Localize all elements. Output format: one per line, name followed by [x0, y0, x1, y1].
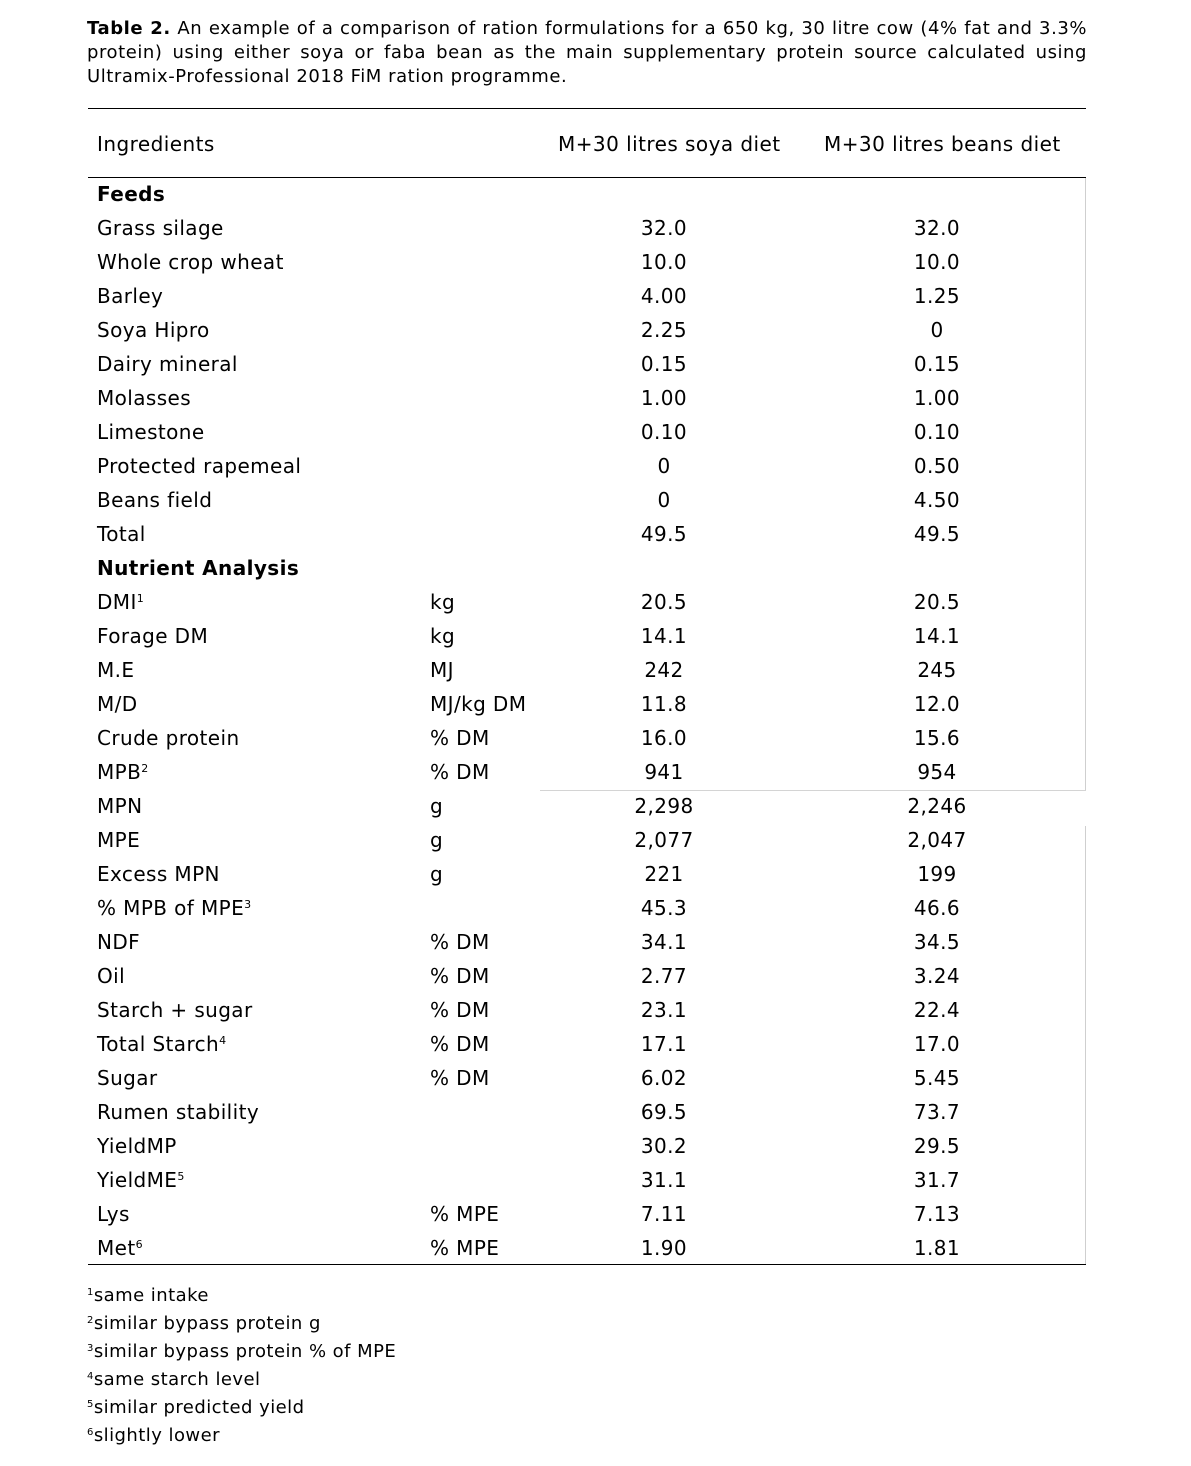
row-label	[97, 794, 142, 818]
table-row	[88, 449, 1086, 483]
beans-value: 14.1	[913, 624, 961, 648]
row-name: Forage DM	[97, 624, 209, 648]
row-name: Sugar	[97, 1066, 158, 1090]
feeds-rows	[88, 211, 1086, 551]
soya-value: 0	[657, 488, 671, 512]
row-name: Soya Hipro	[97, 318, 210, 342]
row-label	[97, 726, 240, 750]
footnote-ref: 3	[244, 898, 252, 911]
row-unit: g	[430, 794, 444, 818]
footnote-text: similar predicted yield	[93, 1397, 305, 1418]
table-label: Table 2.	[87, 18, 171, 39]
beans-value: 34.5	[913, 930, 961, 954]
row-label	[97, 318, 210, 342]
beans-value: 10.0	[913, 250, 961, 274]
row-label	[97, 1236, 143, 1260]
beans-value: 1.00	[913, 386, 961, 410]
table-row	[88, 619, 1086, 653]
beans-value: 46.6	[913, 896, 961, 920]
soya-value: 7.11	[640, 1202, 688, 1226]
soya-value: 17.1	[640, 1032, 688, 1056]
table-row	[88, 823, 1086, 857]
soya-value: 30.2	[640, 1134, 688, 1158]
row-label	[97, 420, 205, 444]
row-name: Dairy mineral	[97, 352, 238, 376]
beans-value: 0.10	[913, 420, 961, 444]
beans-value: 73.7	[913, 1100, 961, 1124]
beans-value: 2,246	[907, 794, 967, 818]
beans-value: 15.6	[913, 726, 961, 750]
soya-value: 34.1	[640, 930, 688, 954]
table-row	[88, 1027, 1086, 1061]
table-row	[88, 381, 1086, 415]
beans-value: 0.50	[913, 454, 961, 478]
footnote	[87, 1284, 396, 1312]
table-row	[88, 653, 1086, 687]
footnote-ref: 6	[135, 1238, 144, 1251]
row-unit: % DM	[430, 930, 490, 954]
row-label	[97, 1100, 259, 1124]
beans-value: 29.5	[913, 1134, 961, 1158]
nutrient-rows	[88, 585, 1086, 1265]
soya-value: 11.8	[640, 692, 688, 716]
soya-value: 2,298	[634, 794, 694, 818]
soya-value: 32.0	[640, 216, 688, 240]
row-name: Oil	[97, 964, 126, 988]
row-name: Protected rapemeal	[97, 454, 302, 478]
row-unit: g	[430, 828, 444, 852]
table-row	[88, 1197, 1086, 1231]
row-label	[97, 522, 146, 546]
table-body	[88, 177, 1086, 1265]
beans-value: 12.0	[913, 692, 961, 716]
row-unit: % MPE	[430, 1236, 500, 1260]
beans-value: 0	[930, 318, 944, 342]
row-name: YieldMP	[97, 1134, 177, 1158]
footnote-text: same intake	[93, 1285, 209, 1306]
beans-value: 1.25	[913, 284, 961, 308]
row-label	[97, 998, 253, 1022]
footnote-text: similar bypass protein % of MPE	[93, 1341, 397, 1362]
row-unit: % MPE	[430, 1202, 500, 1226]
table-row	[88, 789, 1086, 823]
beans-value: 2,047	[907, 828, 967, 852]
row-label	[97, 454, 301, 478]
soya-value: 2.77	[640, 964, 688, 988]
table-row	[88, 279, 1086, 313]
beans-value: 32.0	[913, 216, 961, 240]
table-row	[88, 993, 1086, 1027]
row-unit: % DM	[430, 1066, 490, 1090]
row-name: Met	[97, 1236, 136, 1260]
footnote-mark: 3	[87, 1343, 94, 1354]
footnote	[87, 1312, 396, 1340]
row-label	[97, 1134, 177, 1158]
row-name: Beans field	[97, 488, 213, 512]
row-label	[97, 216, 224, 240]
table-row	[88, 925, 1086, 959]
beans-value: 245	[917, 658, 957, 682]
beans-value: 4.50	[913, 488, 961, 512]
table-row	[88, 483, 1086, 517]
beans-value: 0.15	[913, 352, 961, 376]
header-soya-diet: M+30 litres soya diet	[558, 132, 781, 156]
row-label	[97, 250, 284, 274]
soya-value: 221	[644, 862, 684, 886]
row-name: Crude protein	[97, 726, 240, 750]
row-label	[97, 284, 163, 308]
soya-value: 23.1	[640, 998, 688, 1022]
beans-value: 31.7	[913, 1168, 961, 1192]
header-ingredients: Ingredients	[97, 132, 215, 156]
row-unit: g	[430, 862, 444, 886]
row-unit: MJ/kg DM	[430, 692, 527, 716]
soya-value: 941	[644, 760, 684, 784]
beans-value: 954	[917, 760, 957, 784]
section-nutrient-analysis: Nutrient Analysis	[97, 556, 300, 580]
row-label	[97, 1168, 185, 1192]
table-row	[88, 585, 1086, 619]
row-name: YieldME	[97, 1168, 178, 1192]
table-row	[88, 1129, 1086, 1163]
row-label	[97, 760, 149, 784]
soya-value: 4.00	[640, 284, 688, 308]
table-row	[88, 857, 1086, 891]
footnotes	[87, 1284, 396, 1452]
row-name: Rumen stability	[97, 1100, 260, 1124]
row-name: Starch + sugar	[97, 998, 253, 1022]
soya-value: 45.3	[640, 896, 688, 920]
soya-value: 2,077	[634, 828, 694, 852]
table-row	[88, 313, 1086, 347]
row-label	[97, 828, 140, 852]
beans-value: 17.0	[913, 1032, 961, 1056]
footnote-mark: 1	[87, 1287, 94, 1298]
section-feeds: Feeds	[97, 182, 166, 206]
row-unit: MJ	[430, 658, 454, 682]
table-row	[88, 687, 1086, 721]
beans-value: 3.24	[913, 964, 961, 988]
row-label	[97, 1032, 227, 1056]
soya-value: 49.5	[640, 522, 688, 546]
soya-value: 6.02	[640, 1066, 688, 1090]
row-name: MPN	[97, 794, 143, 818]
soya-value: 1.00	[640, 386, 688, 410]
row-name: DMI	[97, 590, 137, 614]
table-row	[88, 415, 1086, 449]
bottom-rule	[88, 1264, 1086, 1265]
soya-value: 69.5	[640, 1100, 688, 1124]
beans-value: 49.5	[913, 522, 961, 546]
soya-value: 20.5	[640, 590, 688, 614]
soya-value: 14.1	[640, 624, 688, 648]
row-unit: % DM	[430, 760, 490, 784]
section-row-feeds	[88, 177, 1086, 211]
row-unit: % DM	[430, 726, 490, 750]
footnote	[87, 1368, 396, 1396]
soya-value: 242	[644, 658, 684, 682]
row-label	[97, 352, 238, 376]
row-name: MPE	[97, 828, 141, 852]
row-name: Grass silage	[97, 216, 224, 240]
footnote-text: same starch level	[93, 1369, 261, 1390]
row-label	[97, 658, 134, 682]
row-name: Molasses	[97, 386, 192, 410]
beans-value: 22.4	[913, 998, 961, 1022]
beans-value: 1.81	[913, 1236, 961, 1260]
soya-value: 31.1	[640, 1168, 688, 1192]
footnote-ref: 2	[141, 762, 149, 775]
soya-value: 10.0	[640, 250, 688, 274]
footnote	[87, 1424, 396, 1452]
table-row	[88, 1163, 1086, 1197]
beans-value: 199	[917, 862, 957, 886]
footnote-text: slightly lower	[93, 1425, 220, 1446]
footnote-ref: 4	[219, 1034, 227, 1047]
soya-value: 1.90	[640, 1236, 688, 1260]
top-rule	[88, 108, 1086, 109]
table-row	[88, 891, 1086, 925]
row-name: Total	[97, 522, 146, 546]
row-name: Total Starch	[97, 1032, 220, 1056]
row-label	[97, 896, 252, 920]
table-row	[88, 517, 1086, 551]
row-name: Lys	[97, 1202, 130, 1226]
row-unit: % DM	[430, 998, 490, 1022]
row-label	[97, 590, 144, 614]
footnote	[87, 1396, 396, 1424]
row-name: Barley	[97, 284, 164, 308]
table-row	[88, 211, 1086, 245]
row-name: M/D	[97, 692, 138, 716]
row-label	[97, 862, 220, 886]
table-row	[88, 755, 1086, 789]
footnote-mark: 6	[87, 1427, 94, 1438]
row-name: NDF	[97, 930, 141, 954]
soya-value: 0.10	[640, 420, 688, 444]
table-row	[88, 347, 1086, 381]
row-unit: % DM	[430, 1032, 490, 1056]
soya-value: 0	[657, 454, 671, 478]
caption-text: An example of a comparison of ration formulations for a 650 kg, 30 litre cow (4% fat and 3.3% protein) using either soya or faba bean as the main supplementary protein source calculated using Ultramix-Professional 2018 FiM ration programme.	[87, 18, 1087, 87]
beans-value: 5.45	[913, 1066, 961, 1090]
row-label	[97, 488, 212, 512]
row-name: Whole crop wheat	[97, 250, 284, 274]
table-row	[88, 1231, 1086, 1265]
section-row-nutrients	[88, 551, 1086, 585]
row-name: M.E	[97, 658, 135, 682]
footnote-mark: 2	[87, 1315, 94, 1326]
footnote-ref: 5	[177, 1170, 185, 1183]
soya-value: 0.15	[640, 352, 688, 376]
row-label	[97, 1066, 158, 1090]
table-row	[88, 1061, 1086, 1095]
row-label	[97, 964, 125, 988]
soya-value: 16.0	[640, 726, 688, 750]
row-unit: % DM	[430, 964, 490, 988]
row-label	[97, 930, 140, 954]
footnote	[87, 1340, 396, 1368]
row-name: Excess MPN	[97, 862, 220, 886]
footnote-mark: 5	[87, 1399, 94, 1410]
row-label	[97, 692, 138, 716]
row-label	[97, 386, 191, 410]
row-name: MPB	[97, 760, 142, 784]
row-label	[97, 624, 208, 648]
header-beans-diet: M+30 litres beans diet	[824, 132, 1061, 156]
beans-value: 20.5	[913, 590, 961, 614]
table-caption	[87, 17, 1087, 89]
soya-value: 2.25	[640, 318, 688, 342]
table-row	[88, 1095, 1086, 1129]
footnote-text: similar bypass protein g	[93, 1313, 321, 1334]
row-name: % MPB of MPE	[97, 896, 245, 920]
footnote-ref: 1	[136, 592, 145, 605]
footnote-mark: 4	[87, 1371, 94, 1382]
table-row	[88, 245, 1086, 279]
beans-value: 7.13	[913, 1202, 961, 1226]
table-row	[88, 959, 1086, 993]
row-label	[97, 1202, 130, 1226]
table-row	[88, 721, 1086, 755]
row-unit: kg	[430, 624, 456, 648]
row-name: Limestone	[97, 420, 205, 444]
row-unit: kg	[430, 590, 456, 614]
